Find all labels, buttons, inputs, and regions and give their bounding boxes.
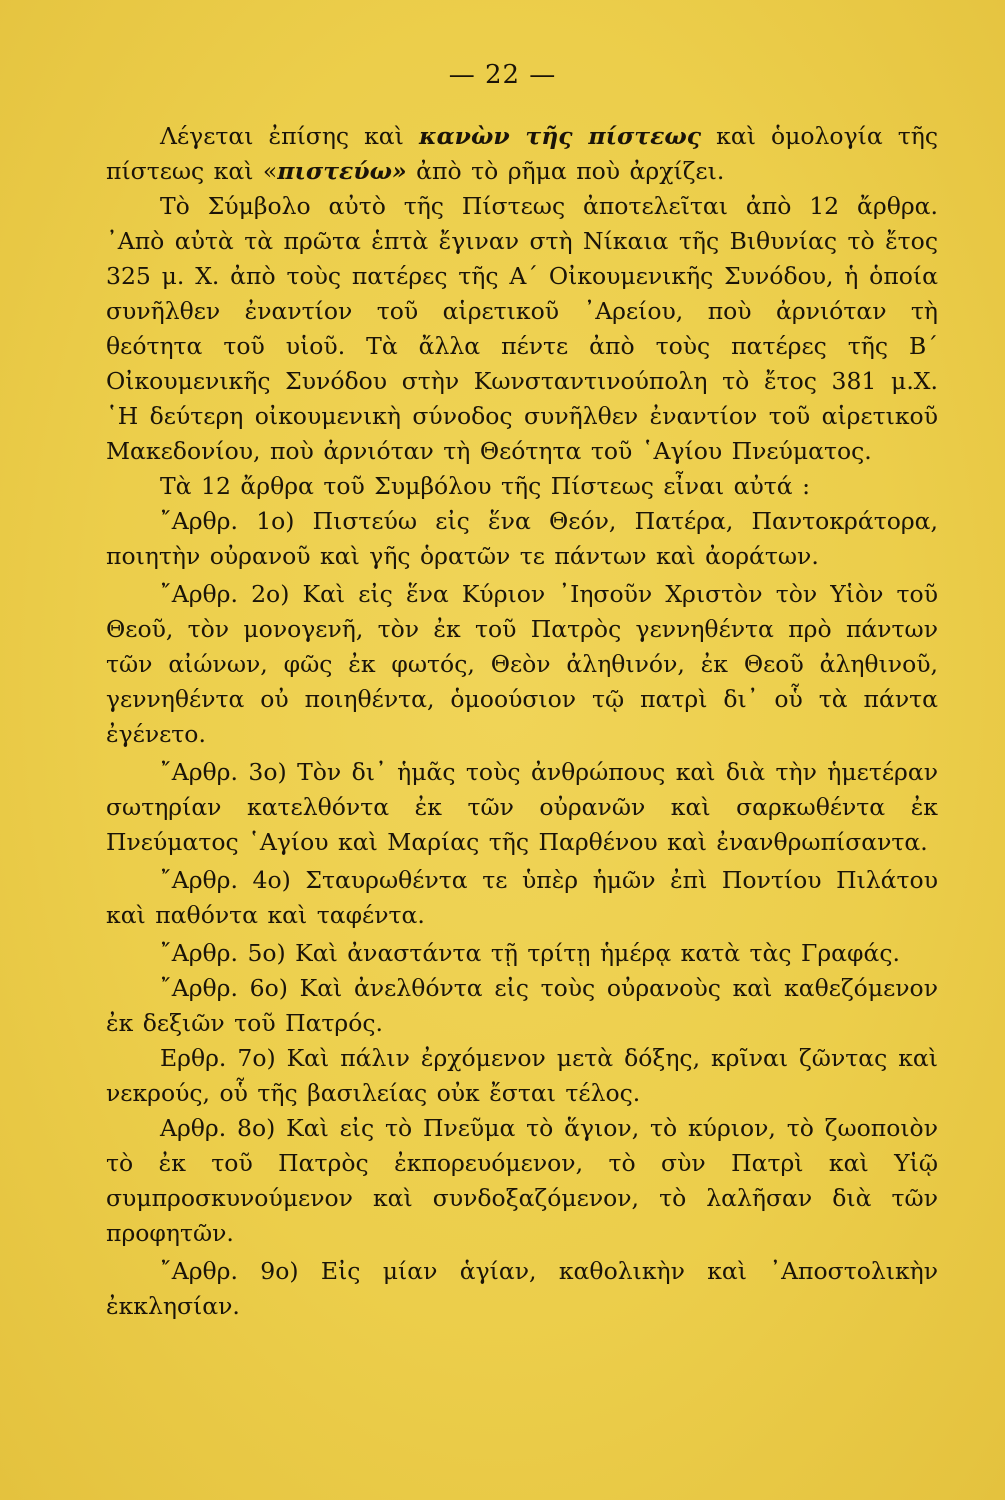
article-6: ῎Αρθρ. 6ο) Καὶ ἀνελθόντα εἰς τοὺς οὐρανοὺς καὶ καθεζόμενον ἐκ δεξιῶν τοῦ Πατρός. bbox=[106, 974, 938, 1037]
article-3: ῎Αρθρ. 3ο) Τὸν δι᾿ ἡμᾶς τοὺς ἀνθρώπους καὶ διὰ τὴν ἡμετέραν σωτηρίαν κατελθόντα ἐκ τῶν οὐρανῶν καὶ σαρκωθέντα ἐκ Πνεύματος ῾Αγίου καὶ Μαρίας τῆς Παρθένου καὶ ἐνανθρωπίσαντα. bbox=[106, 758, 938, 856]
article-1: ῎Αρθρ. 1ο) Πιστεύω εἰς ἕνα Θεόν, Πατέρα, Παντοκράτορα, ποιητὴν οὐρανοῦ καὶ γῆς ὁρατῶν τε πάντων καὶ ἀοράτων. bbox=[106, 507, 938, 570]
page-number: — 22 — bbox=[448, 60, 557, 90]
emphasis-kanon: κανὼν τῆς πίστεως bbox=[418, 122, 702, 150]
emphasis-pisteuo: πιστεύω» bbox=[277, 157, 407, 185]
article-2: ῎Αρθρ. 2ο) Καὶ εἰς ἕνα Κύριον ᾿Ιησοῦν Χριστὸν τὸν Υἱὸν τοῦ Θεοῦ, τὸν μονογενῆ, τὸν ἐκ τοῦ Πατρὸς γεννηθέντα πρὸ πάντων τῶν αἰώνων, φῶς ἐκ φωτός, Θεὸν ἀληθινόν, ἐκ Θεοῦ ἀληθινοῦ, γεννηθέντα οὐ ποιηθέντα, ὁμοούσιον τῷ πατρὶ δι᾿ οὗ τὰ πάντα ἐγένετο. bbox=[106, 580, 938, 748]
paragraph-symbol-history: Τὸ Σύμβολο αὐτὸ τῆς Πίστεως ἀποτελεῖται ἀπὸ 12 ἄρθρα. ᾿Απὸ αὐτὰ τὰ πρῶτα ἑπτὰ ἔγιναν στὴ Νίκαια τῆς Βιθυνίας τὸ ἔτος 325 μ. Χ. ἀπὸ τοὺς πατέρες τῆς Α΄ Οἰκουμενικῆς Συνόδου, ἡ ὁποία συνῆλθεν ἐναντίον τοῦ αἱρετικοῦ ᾿Αρείου, ποὺ ἀρνιόταν τὴ θεότητα τοῦ υἱοῦ. Τὰ ἄλλα πέντε ἀπὸ τοὺς πατέρες τῆς Β΄ Οἰκουμενικῆς Συνόδου στὴν Κωνσταντινούπολη τὸ ἔτος 381 μ.Χ. ῾Η δεύτερη οἰκουμενικὴ σύνοδος συνῆλθεν ἐναντίον τοῦ αἱρετικοῦ Μακεδονίου, ποὺ ἀρνιόταν τὴ Θεότητα τοῦ ῾Αγίου Πνεύματος. bbox=[106, 192, 938, 465]
paragraph-canon-of-faith bbox=[106, 119, 938, 189]
article-4: ῎Αρθρ. 4ο) Σταυρωθέντα τε ὑπὲρ ἡμῶν ἐπὶ Ποντίου Πιλάτου καὶ παθόντα καὶ ταφέντα. bbox=[106, 866, 938, 929]
paragraph-articles-intro: Τὰ 12 ἄρθρα τοῦ Συμβόλου τῆς Πίστεως εἶναι αὐτά : bbox=[160, 472, 811, 500]
text-run: Λέγεται ἐπίσης καὶ bbox=[160, 122, 419, 150]
article-5: ῎Αρθρ. 5ο) Καὶ ἀναστάντα τῇ τρίτῃ ἡμέρᾳ κατὰ τὰς Γραφάς. bbox=[160, 939, 901, 967]
article-7: Ερθρ. 7ο) Καὶ πάλιν ἐρχόμενον μετὰ δόξης, κρῖναι ζῶντας καὶ νεκρούς, οὗ τῆς βασιλείας οὐκ ἔσται τέλος. bbox=[106, 1044, 938, 1107]
article-9: ῎Αρθρ. 9ο) Εἰς μίαν ἁγίαν, καθολικὴν καὶ ᾿Αποστολικὴν ἐκκλησίαν. bbox=[106, 1257, 938, 1320]
article-8: Αρθρ. 8ο) Καὶ εἰς τὸ Πνεῦμα τὸ ἅγιον, τὸ κύριον, τὸ ζωοποιὸν τὸ ἐκ τοῦ Πατρὸς ἐκπορευόμενον, τὸ σὺν Πατρὶ καὶ Υἱῷ συμπροσκυνούμενον καὶ συνδοξαζόμενον, τὸ λαλῆσαν διὰ τῶν προφητῶν. bbox=[106, 1114, 938, 1247]
body-text bbox=[106, 119, 938, 1324]
text-run: καὶ ὁμολογία τῆς πίστεως καὶ « bbox=[106, 122, 939, 185]
text-run: ἀπὸ τὸ ρῆμα ποὺ ἀρχίζει. bbox=[406, 157, 725, 185]
